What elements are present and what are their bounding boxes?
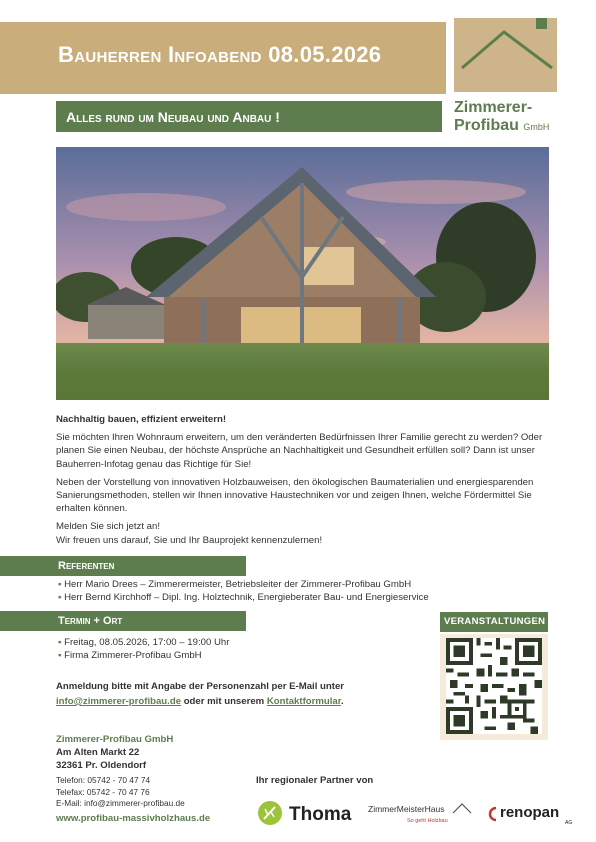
intro-paragraph-2: Neben der Vorstellung von innovativen Holzbauweisen, den ökologischen Baumaterialien und energiesparenden Sanierungsmethoden, stellen wir Ihnen innovative Haustechniken vor und zeigen Ihnen, welche Fördermittel Sie erhalten können.: [56, 476, 534, 515]
renopan-icon: [486, 806, 499, 822]
intro-paragraph-1: Sie möchten Ihren Wohnraum erweitern, um den veränderten Bedürfnissen Ihrer Familie gerecht zu werden? Oder planen Sie einen Neubau, der höchste Ansprüche an Nachhaltigkeit und Gesundheit erfüllen soll? Dann ist unser Bauherren-Infotag genau das Richtige für Sie!: [56, 432, 543, 470]
company-name: Zimmerer-Profibau GmbH: [56, 734, 174, 745]
zmh-roof-icon: [452, 802, 472, 814]
logo-suffix: GmbH: [523, 122, 550, 132]
list-item: ▪ Freitag, 08.05.2026, 17:00 – 19:00 Uhr: [58, 636, 428, 649]
termin-heading: Termin + Ort: [58, 615, 123, 627]
zimmermeisterhaus-tagline: So geht Holzbau: [407, 818, 448, 824]
address-city: 32361 Pr. Oldendorf: [56, 760, 147, 771]
list-item: ▪ Firma Zimmerer-Profibau GmbH: [58, 649, 428, 662]
partner-label: Ihr regionaler Partner von: [256, 775, 374, 786]
logo-square: [536, 18, 547, 29]
logo-name-line1: Zimmerer-: [454, 99, 533, 116]
referenten-list: [58, 578, 548, 604]
contact-fax: Telefax: 05742 - 70 47 76: [56, 786, 150, 797]
logo-name-line2: Profibau: [454, 117, 519, 134]
referenten-bar: [0, 556, 246, 576]
referenten-heading: Referenten: [58, 560, 115, 572]
website-link[interactable]: www.profibau-massivholzhaus.de: [56, 813, 211, 824]
list-item: ▪ Herr Bernd Kirchhoff – Dipl. Ing. Holztechnik, Energieberater Bau- und Energieservice: [58, 591, 548, 604]
page-title: Bauherren Infoabend 08.05.2026: [58, 42, 382, 67]
contact-details: [56, 775, 185, 810]
anmeldung-text-3: .: [340, 696, 344, 707]
address-street: Am Alten Markt 22: [56, 747, 140, 758]
email-link[interactable]: info@zimmerer-profibau.de: [56, 696, 182, 707]
logo: [454, 18, 557, 92]
renopan-logo: renopan: [500, 804, 560, 821]
anmeldung-text: [56, 679, 436, 709]
termin-bar: [0, 611, 246, 631]
qr-code[interactable]: [446, 638, 542, 734]
renopan-suffix: AG: [565, 820, 573, 826]
zimmermeisterhaus-logo: ZimmerMeisterHaus: [368, 804, 445, 814]
page-subtitle: Alles rund um Neubau und Anbau !: [66, 109, 280, 125]
contact-email: E-Mail: info@zimmerer-profibau.de: [56, 798, 185, 808]
anmeldung-text-2: oder mit unserem: [181, 696, 267, 707]
anmeldung-text-1: Anmeldung bitte mit Angabe der Personenzahl per E-Mail unter: [56, 681, 345, 692]
intro-cta: Melden Sie sich jetzt an!: [56, 521, 160, 533]
termin-list: [58, 636, 428, 662]
list-item: ▪ Herr Mario Drees – Zimmerermeister, Betriebsleiter der Zimmerer-Profibau GmbH: [58, 578, 548, 591]
veranstaltungen-label: VERANSTALTUNGEN: [444, 616, 546, 627]
intro-text: [56, 413, 546, 547]
thoma-leaf-icon: [256, 800, 284, 826]
house-photo: [56, 147, 549, 400]
intro-lead: Nachhaltig bauen, effizient erweitern!: [56, 414, 227, 425]
contact-form-link[interactable]: Kontaktformular: [266, 696, 341, 707]
logo-text: [454, 99, 549, 136]
contact-phone: Telefon: 05742 - 70 47 74: [56, 775, 151, 785]
thoma-logo: Thoma: [289, 804, 352, 825]
intro-closing: Wir freuen uns darauf, Sie und Ihr Bauprojekt kennenzulernen!: [56, 534, 323, 546]
company-address: [56, 733, 173, 772]
house-roof-icon: [454, 18, 557, 92]
intro-paragraph-3: [56, 520, 546, 546]
